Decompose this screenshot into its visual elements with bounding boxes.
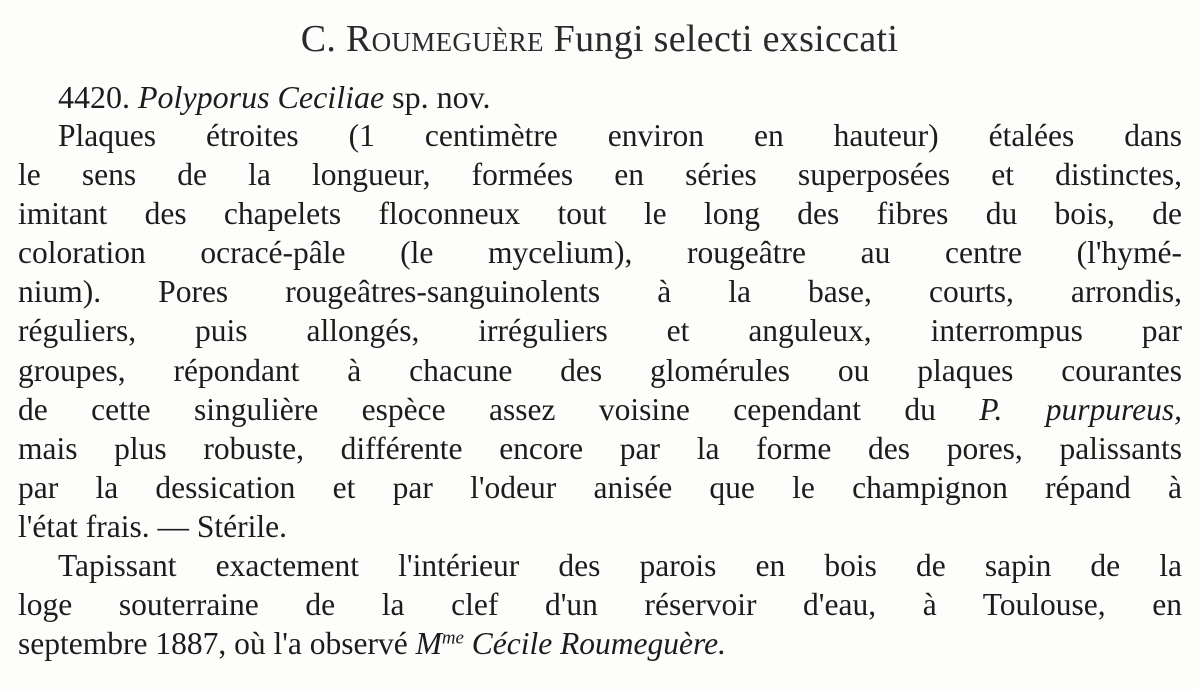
header-author: Roumeguère xyxy=(346,18,544,60)
text-line xyxy=(18,390,1182,429)
species-name: Polyporus Ceciliae xyxy=(138,79,385,115)
species-status: sp. nov. xyxy=(392,79,491,115)
observer-title-suffix: me xyxy=(441,627,464,649)
text-line: le sens de la longueur, formées en séries superposées et distinctes, xyxy=(18,157,1182,193)
compared-species: P. purpureus, xyxy=(979,391,1182,427)
observer-name xyxy=(416,626,726,661)
observer-surname: Cécile Roumeguère. xyxy=(471,626,726,662)
text-line: Tapissant exactement l'intérieur des parois en bois de sapin de la xyxy=(58,548,1182,584)
entry-number: 4420. xyxy=(58,79,130,115)
text-line: coloration ocracé-pâle (le mycelium), rougeâtre au centre (l'hymé- xyxy=(18,235,1182,271)
header-initial: C. xyxy=(300,18,337,60)
header-title: Fungi selecti exsiccati xyxy=(553,18,899,60)
text-fragment: septembre 1887, où l'a observé xyxy=(18,626,408,662)
observer-title: M xyxy=(415,626,442,662)
page-header xyxy=(0,14,1199,64)
text-line: l'état frais. — Stérile. xyxy=(18,508,287,544)
text-line: loge souterraine de la clef d'un réservoir d'eau, à Toulouse, en xyxy=(18,587,1182,623)
text-fragment: de cette singulière espèce assez voisine cependant du xyxy=(18,391,936,427)
species-entry xyxy=(18,78,1182,663)
entry-heading xyxy=(18,78,1182,116)
text-line xyxy=(18,624,1182,663)
text-line: réguliers, puis allongés, irréguliers et anguleux, interrompus par xyxy=(18,313,1182,349)
text-line: imitant des chapelets floconneux tout le long des fibres du bois, de xyxy=(18,196,1182,232)
text-line: mais plus robuste, différente encore par la forme des pores, palissants xyxy=(18,430,1182,466)
description-paragraph xyxy=(18,116,1182,546)
text-line: groupes, répondant à chacune des glomérules ou plaques courantes xyxy=(18,352,1182,388)
text-line: Plaques étroites (1 centimètre environ en hauteur) étalées dans xyxy=(58,118,1182,153)
text-line: par la dessication et par l'odeur anisée que le champignon répand à xyxy=(18,469,1182,505)
habitat-paragraph xyxy=(18,546,1182,663)
text-line: nium). Pores rougeâtres-sanguinolents à la base, courts, arrondis, xyxy=(18,274,1182,310)
